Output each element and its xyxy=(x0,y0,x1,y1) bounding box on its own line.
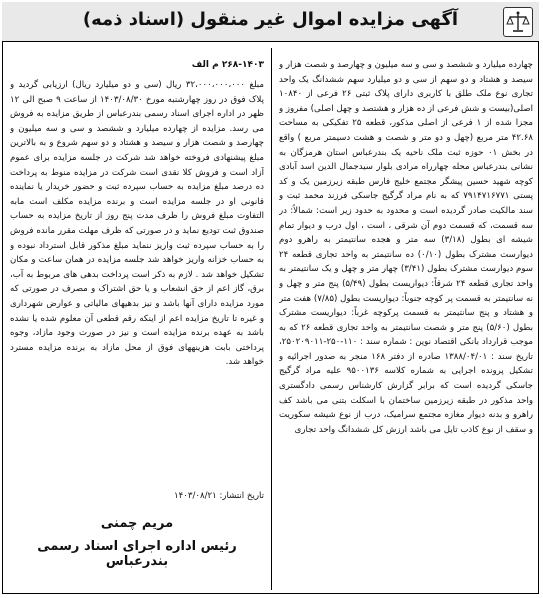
column-divider xyxy=(271,48,272,590)
judiciary-emblem-icon xyxy=(503,7,533,37)
notice-header xyxy=(2,2,539,42)
signatory-title: رئیس اداره اجرای اسناد رسمی بندرعباس xyxy=(37,539,237,569)
publication-date: تاریخ انتشار: ۱۴۰۳/۰۸/۲۱ xyxy=(174,491,264,501)
notice-reference-number: ۲۶۸-۱۴۰۳ م الف xyxy=(191,60,264,70)
notice-title: آگهی مزایده اموال غیر منقول (اسناد ذمه) xyxy=(82,9,459,30)
signatory-name: مریم چمنی xyxy=(100,516,174,531)
notice-body-right-column: چهارده میلیارد و ششصد و سی و سه میلیون و چهارصد و شصت هزار و سیصد و هشتاد و دو سهم از سی و دو میلیارد سهم ششدانگ یک واحد تجاری نوع ملک طلق با کاربری دارای پلاک ثبتی ۲۶ فرعی از ۱۰۸۴۰ اصلی(بیست و شش فرعی از ده هزار و هشتصد و چهل اصلی) مفروز و مجزا شده از ۱ فرعی از اصلی مذکور، قطعه ۲۵ تفکیکی به مساحت ۴۲.۶۸ متر مربع (چهل و دو متر و شصت و هشت دسیمتر مربع ) واقع در بخش ۰۱ حوزه ثبت ملک ناحیه یک بندرعباس استان هرمزگان به نشانی بندرعباس محله چهارراه مرادی بلوار سیدجمال الدین اسد آبادی کوچه شهید حسین پیشگر مجتمع خلیج فارس طبقه زیرزمین یک و کد پستی ۷۹۱۴۷۱۶۷۷۱ که به نام مراد گرگیج جاسکی فرزند محمد ثبت و سند مالکیت صادر گردیده است و محدود به حدود زیر است: شمالاً: در سه قسمت، که قسمت دوم آن شرقی ، است ، اول درب و دیوار تمام شیشه ای بطول (۳/۱۸) سه متر و هجده سانتیمتر به راهرو دوم دیوارست مشترک بطول (۰/۱۰) ده سانتیمتر به واحد تجاری قطعه ۲۴ سوم دیوارست مشترک بطول (۳/۴۱) چهار متر و چهل و یک سانتیمتر به واحد تجاری قطعه ۲۴ شرقاً: دیواریست بطول (۵/۴۹) پنج متر و چهل و نه سانتیمتر به قسمت پر کوچه جنوباً: دیواریست بطول (۷/۸۵) هفت متر و هشتاد و پنج سانتیمتر به قسمت پرکوچه غرباً: دیواریست مشترک بطول (۵/۶۰) پنج متر و شصت سانتیمتر به واحد تجاری قطعه ۲۶ که به موجب قرارداد بانکی اقتصاد نوین : شماره سند : ۱۱۰-۲۵۰-۲۵۰۲۰۹۰۱۱، تاریخ سند : ۱۳۸۸/۰۴/۰۱ صادره از دفتر ۱۶۸ منجر به صدور اجرائیه و تشکیل پرونده اجرایی به شماره کلاسه ۹۵۰۰۱۳۶ علیه مراد گرگیج جاسکی گردیده است که برابر گزارش کارشناس رسمی دادگستری واحد مذکور در طبقه زیرزمین ساختمان با اسکلت بتنی می باشد کف راهرو و بدنه دیوار مغازه مجتمع سرامیک، درب از نوع شیشه سکوریت و سقف از نوع کاذب تایل می باشد ارزش کل ششدانگ واحد تجاری xyxy=(279,60,533,435)
notice-body-left-column: مبلغ ۳۲،۰۰۰،۰۰۰،۰۰۰ ریال (سی و دو میلیارد ریال) ارزیابی گردید و پلاک فوق در روز چهارشنبه مورخ ۱۴۰۳/۰۸/۳۰ از ساعت ۹ صبح الی ۱۲ ظهر در اداره اجرای اسناد رسمی بندرعباس از طریق مزایده به فروش می رسد. مزایده از چهارده میلیارد و ششصد و سی و سه میلیون و چهارصد و شصت هزار و سیصد و هشتاد و دو سهم شروع و به بالاترین مبلغ پیشنهادی فروخته خواهد شد شرکت در جلسه مزایده برای عموم آزاد است و فروش کلا نقدی است شرکت در مزایده منوط به پرداخت ده درصد مبلغ مزایده به حساب سپرده ثبت و حضور خریدار یا نماینده قانونی او در جلسه مزایده است و برنده مزایده مکلف است مابه التفاوت مبلغ فروش را ظرف مدت پنج روز از تاریخ مزایده به حساب صندوق ثبت تودیع نماید و در صورتی که ظرف مهلت مقرر مانده فروش را به حساب سپرده ثبت واریز ننماید مبلغ مذکور قابل استرداد نبوده و به حساب خزانه واریز خواهد شد جلسه مزایده در همان ساعت و مکان تشکیل خواهد شد . لازم به ذکر است پرداخت بدهی های مربوط به آب، برق، گاز اعم از حق انشعاب و یا حق اشتراک و مصرف در صورتی که مورد مزایده دارای آنها باشد و نیز بدهیهای مالیاتی و عوارض شهرداری و غیره تا تاریخ مزایده اعم از اینکه رقم قطعی آن معلوم شده یا نشده باشد به عهده برنده مزایده است و نیز در صورت وجود مازاد، وجوه پرداختی بابت هزینههای فوق از محل مازاد به برنده مزایده مسترد خواهد شد. xyxy=(10,80,264,368)
